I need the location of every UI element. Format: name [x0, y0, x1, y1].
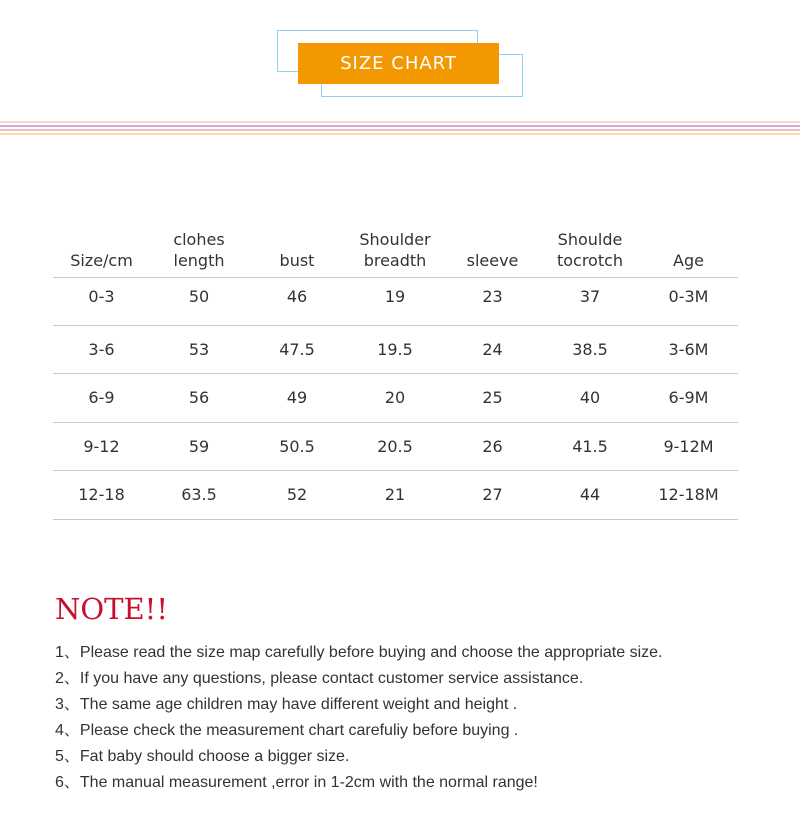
table-cell: 47.5	[248, 325, 346, 374]
table-cell: 0-3	[53, 277, 150, 325]
table-cell: 3-6M	[639, 325, 738, 374]
table-cell: 53	[150, 325, 248, 374]
table-cell: 9-12M	[639, 422, 738, 471]
table-cell: 20.5	[346, 422, 444, 471]
table-cell: 6-9	[53, 374, 150, 423]
table-cell: 3-6	[53, 325, 150, 374]
table-cell: 6-9M	[639, 374, 738, 423]
table-cell: 23	[444, 277, 541, 325]
note-item: 2、If you have any questions, please contact customer service assistance.	[55, 670, 584, 687]
table-cell: 9-12	[53, 422, 150, 471]
table-row	[53, 277, 738, 325]
table-row	[53, 422, 738, 471]
decorative-stripes	[0, 121, 800, 137]
note-item: 5、Fat baby should choose a bigger size.	[55, 748, 350, 765]
table-cell: 38.5	[541, 325, 639, 374]
table-cell: 0-3M	[639, 277, 738, 325]
table-cell: 63.5	[150, 471, 248, 520]
table-cell: 21	[346, 471, 444, 520]
table-cell: 12-18	[53, 471, 150, 520]
table-cell: 59	[150, 422, 248, 471]
note-item: 1、Please read the size map carefully before buying and choose the appropriate size.	[55, 644, 663, 661]
size-chart-title: SIZE CHART	[298, 43, 499, 84]
table-cell: 27	[444, 471, 541, 520]
note-item: 3、The same age children may have different weight and height .	[55, 696, 518, 713]
table-cell: 12-18M	[639, 471, 738, 520]
table-cell: 40	[541, 374, 639, 423]
note-item: 4、Please check the measurement chart carefuliy before buying .	[55, 722, 519, 739]
stripe	[0, 125, 800, 127]
table-cell: 25	[444, 374, 541, 423]
size-chart-header	[0, 0, 800, 110]
table-cell: 49	[248, 374, 346, 423]
table-cell: 37	[541, 277, 639, 325]
header-shoulder-to-crotch: Shoulde tocrotch	[541, 226, 639, 277]
note-list	[55, 643, 775, 799]
table-cell: 20	[346, 374, 444, 423]
header-bust: bust	[248, 226, 346, 277]
table-row	[53, 325, 738, 374]
header-sleeve: sleeve	[444, 226, 541, 277]
stripe	[0, 133, 800, 135]
header-age: Age	[639, 226, 738, 277]
table-cell: 24	[444, 325, 541, 374]
header-size: Size/cm	[53, 226, 150, 277]
size-table	[53, 226, 738, 520]
table-cell: 56	[150, 374, 248, 423]
table-cell: 19	[346, 277, 444, 325]
table-header-row	[53, 226, 738, 277]
header-clothes-length: clohes length	[150, 226, 248, 277]
stripe	[0, 121, 800, 123]
header-shoulder-breadth: Shoulder breadth	[346, 226, 444, 277]
table-row	[53, 471, 738, 520]
table-cell: 46	[248, 277, 346, 325]
table-cell: 44	[541, 471, 639, 520]
table-cell: 50.5	[248, 422, 346, 471]
note-title: NOTE!!	[55, 592, 168, 626]
table-cell: 50	[150, 277, 248, 325]
table-cell: 41.5	[541, 422, 639, 471]
stripe	[0, 129, 800, 131]
table-cell: 26	[444, 422, 541, 471]
note-item: 6、The manual measurement ,error in 1-2cm with the normal range!	[55, 774, 538, 791]
table-cell: 52	[248, 471, 346, 520]
table-row	[53, 374, 738, 423]
table-cell: 19.5	[346, 325, 444, 374]
